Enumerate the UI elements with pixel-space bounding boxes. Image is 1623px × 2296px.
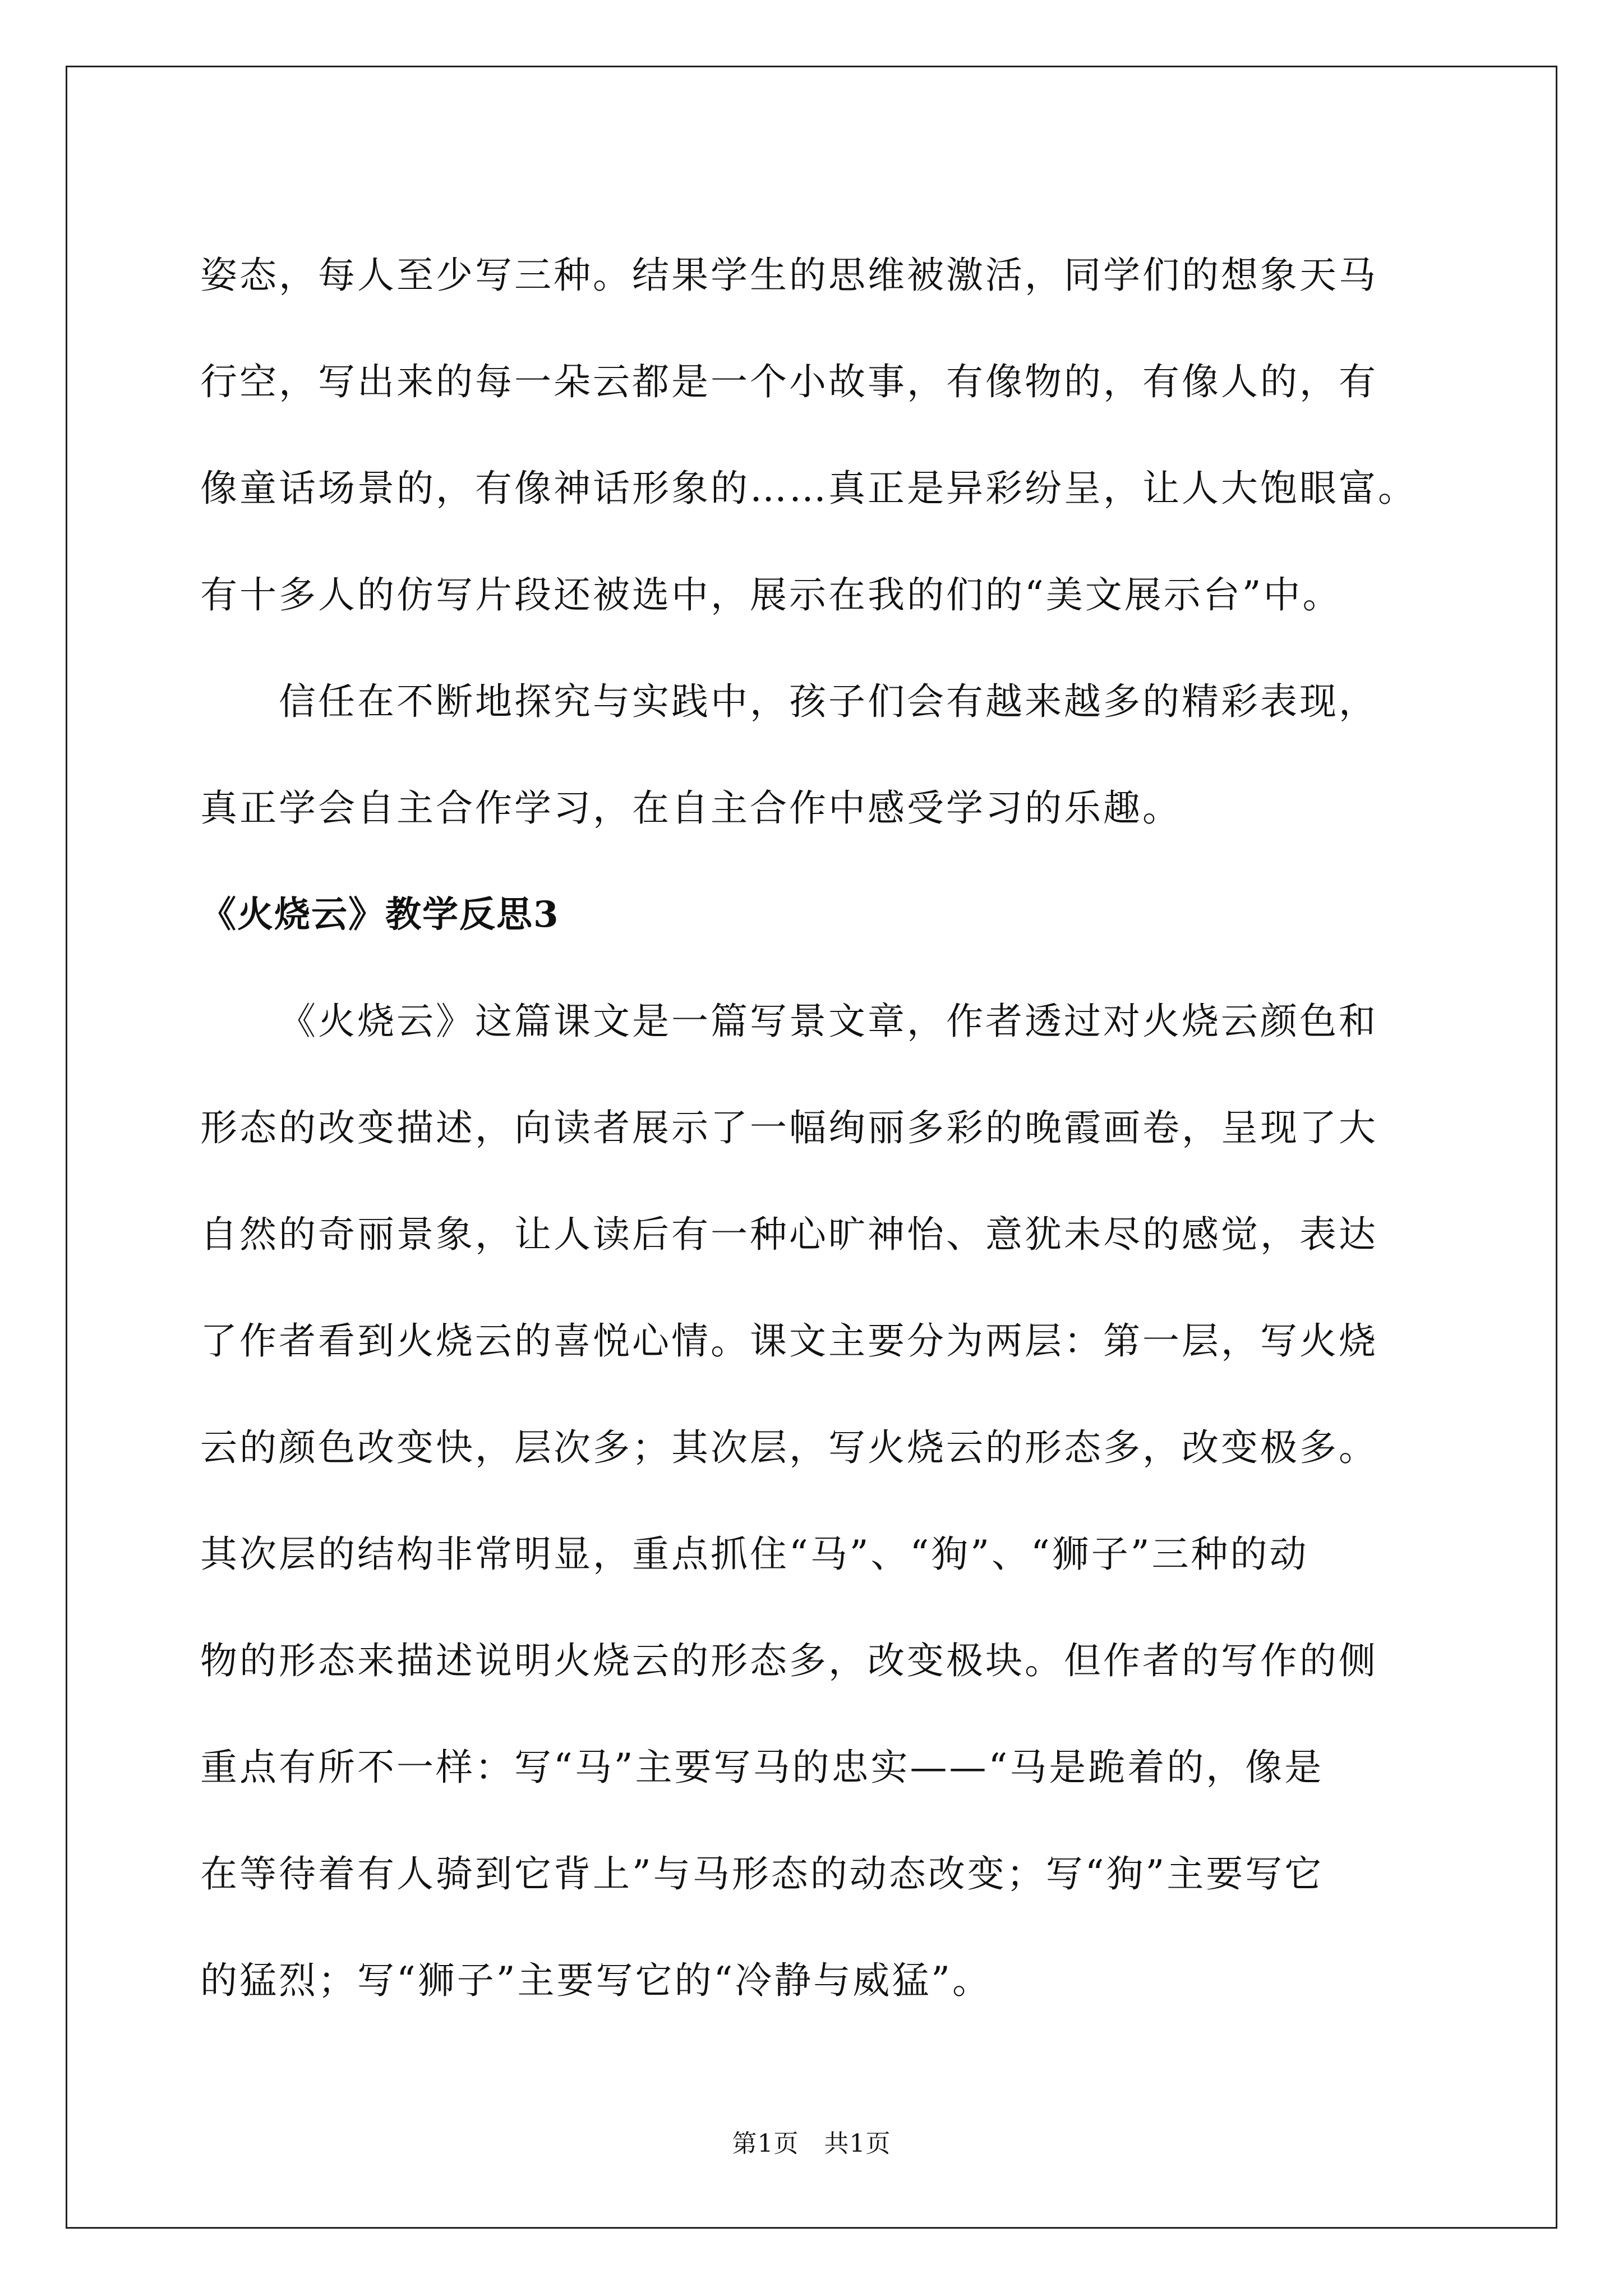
text-line: 真正学会自主合作学习，在自主合作中感受学习的乐趣。 — [200, 786, 1182, 830]
section-heading: 《火烧云》教学反思3 — [200, 894, 560, 936]
text-line: 重点有所不一样：写“马”主要写马的忠实——“马是跪着的，像是 — [200, 1746, 1324, 1789]
text-line: 像童话场景的，有像神话形象的……真正是异彩纷呈，让人大饱眼富。 — [200, 467, 1417, 510]
text-line: 的猛烈；写“狮子”主要写它的“冷静与威猛”。 — [200, 1959, 992, 2002]
text-line: 物的形态来描述说明火烧云的形态多，改变极块。但作者的写作的侧 — [200, 1639, 1378, 1682]
text-line: 行空，写出来的每一朵云都是一个小故事，有像物的，有像人的，有 — [200, 360, 1378, 403]
text-line: 姿态，每人至少写三种。结果学生的思维被激活，同学们的想象天马 — [200, 254, 1378, 297]
text-line: 有十多人的仿写片段还被选中，展示在我的们的“美文展示台”中。 — [200, 573, 1342, 616]
text-line: 信任在不断地探究与实践中，孩子们会有越来越多的精彩表现， — [279, 680, 1378, 723]
text-line: 云的颜色改变快，层次多；其次层，写火烧云的形态多，改变极多。 — [200, 1426, 1378, 1469]
text-line: 其次层的结构非常明显，重点抓住“马”、“狗”、“狮子”三种的动 — [200, 1533, 1309, 1576]
text-line: 自然的奇丽景象，让人读后有一种心旷神怡、意犹未尽的感觉，表达 — [200, 1213, 1378, 1256]
text-line: 《火烧云》这篇课文是一篇写景文章，作者透过对火烧云颜色和 — [279, 1000, 1378, 1043]
page-number-footer: 第1页 共1页 — [732, 2129, 891, 2158]
paragraph-reflection — [200, 968, 1434, 2034]
text-line: 在等待着有人骑到它背上”与马形态的动态改变；写“狗”主要写它 — [200, 1852, 1324, 1895]
document-body — [200, 222, 1434, 2034]
text-line: 形态的改变描述，向读者展示了一幅绚丽多彩的晚霞画卷，呈现了大 — [200, 1106, 1378, 1149]
paragraph-trust — [200, 648, 1434, 862]
text-line: 了作者看到火烧云的喜悦心情。课文主要分为两层：第一层，写火烧 — [200, 1319, 1378, 1363]
paragraph-continued — [200, 222, 1434, 648]
